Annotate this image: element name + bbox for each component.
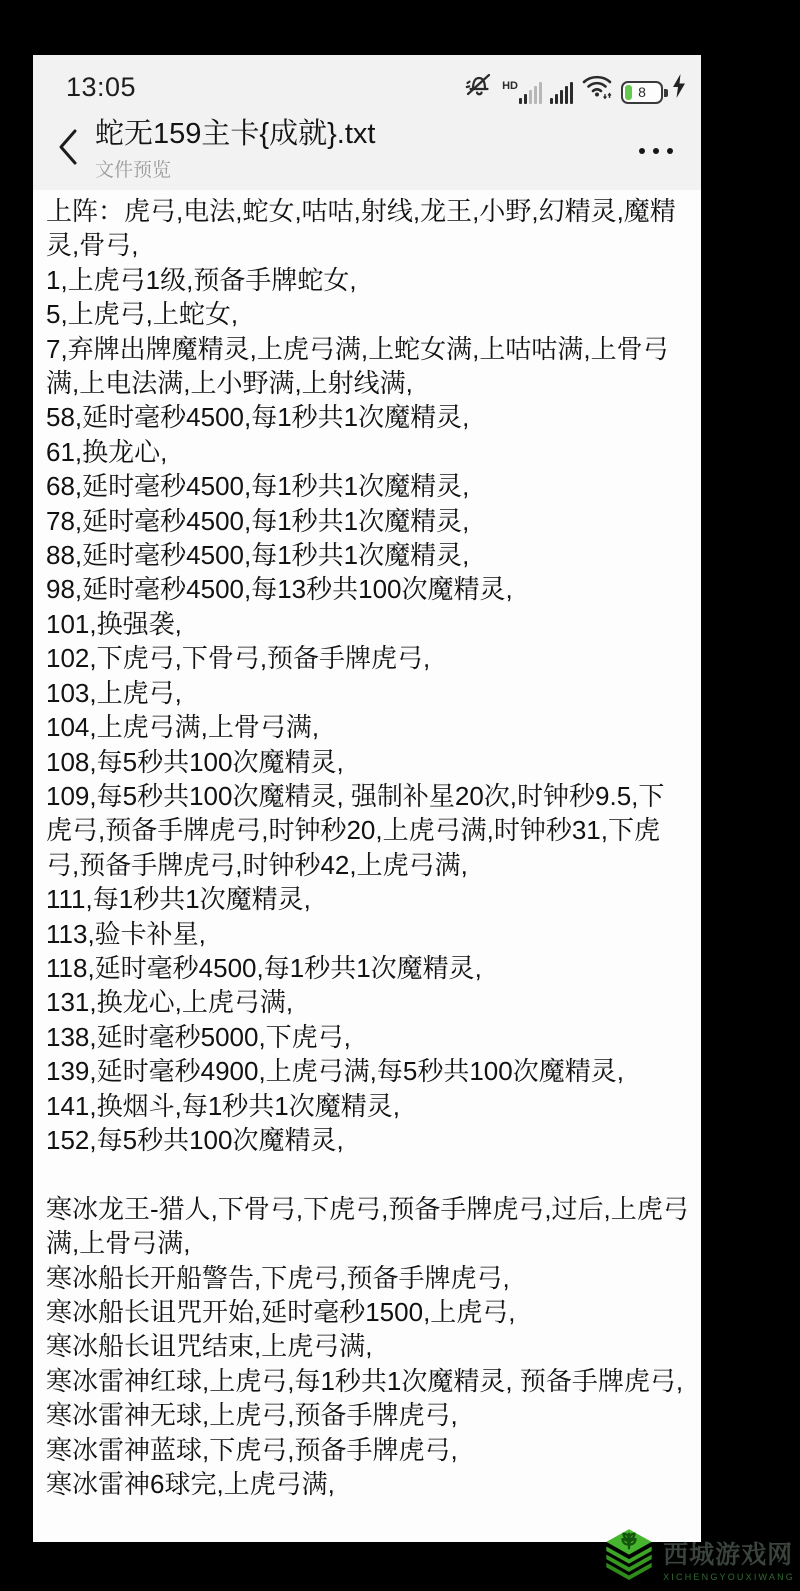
text-line: 寒冰雷神红球,上虎弓,每1秒共1次魔精灵, 预备手牌虎弓, <box>46 1365 684 1396</box>
more-menu-button[interactable] <box>639 140 673 154</box>
file-preview-label: 文件预览 <box>95 160 172 181</box>
signal-sim1-icon <box>502 79 542 104</box>
file-title: 蛇无159主卡{成就}.txt <box>95 118 376 150</box>
text-line: 61,换龙心, <box>46 436 168 467</box>
charging-bolt-icon <box>671 73 687 104</box>
text-line: 88,延时毫秒4500,每1秒共1次魔精灵, <box>46 540 470 571</box>
text-line: 138,延时毫秒5000,下虎弓, <box>46 1021 351 1052</box>
text-line: 101,换强袭, <box>46 608 182 639</box>
back-button[interactable] <box>51 125 85 169</box>
battery-icon <box>621 81 663 104</box>
text-line: 68,延时毫秒4500,每1秒共1次魔精灵, <box>46 471 470 502</box>
chevron-left-icon <box>57 128 79 166</box>
wifi-icon <box>581 73 613 104</box>
text-line: 108,每5秒共100次魔精灵, <box>46 746 344 777</box>
mute-icon <box>464 71 494 104</box>
title-block <box>95 111 639 182</box>
text-line: 5,上虎弓,上蛇女, <box>46 299 239 330</box>
clock-time: 13:05 <box>66 71 137 102</box>
text-line: 58,延时毫秒4500,每1秒共1次魔精灵, <box>46 402 470 433</box>
document-lines[interactable] <box>33 190 701 1542</box>
text-line: 1,上虎弓1级,预备手牌蛇女, <box>46 264 357 295</box>
text-line: 寒冰雷神蓝球,下虎弓,预备手牌虎弓, <box>46 1434 458 1465</box>
text-line: 78,延时毫秒4500,每1秒共1次魔精灵, <box>46 505 470 536</box>
text-line: 111,每1秒共1次魔精灵, <box>46 884 311 915</box>
hd-volte-label: HD <box>502 79 518 92</box>
status-icons <box>464 71 687 104</box>
text-line: 寒冰船长开船警告,下虎弓,预备手牌虎弓, <box>46 1262 510 1293</box>
text-line: 109,每5秒共100次魔精灵, 强制补星20次,时钟秒9.5,下虎弓,预备手牌虎弓,时钟秒20,上虎弓满,时钟秒31,下虎弓,预备手牌虎弓,时钟秒42,上虎弓满, <box>46 780 665 880</box>
text-line: 寒冰雷神6球完,上虎弓满, <box>46 1469 335 1500</box>
text-line: 寒冰龙王-猎人,下骨弓,下虎弓,预备手牌虎弓,过后,上虎弓满,上骨弓满, <box>46 1193 689 1259</box>
text-line: 113,验卡补星, <box>46 918 206 949</box>
nav-bar <box>33 113 701 190</box>
site-pinyin: XICHENGYOUXIWANG <box>663 1571 795 1582</box>
text-line: 141,换烟斗,每1秒共1次魔精灵, <box>46 1090 400 1121</box>
text-line: 139,延时毫秒4900,上虎弓满,每5秒共100次魔精灵, <box>46 1056 624 1087</box>
text-line: 103,上虎弓, <box>46 677 182 708</box>
site-watermark <box>600 1528 795 1588</box>
site-name: 西城游戏网 <box>663 1540 794 1569</box>
text-line: 7,弃牌出牌魔精灵,上虎弓满,上蛇女满,上咕咕满,上骨弓满,上电法满,上小野满,上射线满, <box>46 333 669 399</box>
text-line: 上阵：虎弓,电法,蛇女,咕咕,射线,龙王,小野,幻精灵,魔精灵,骨弓, <box>46 196 676 261</box>
text-line: 104,上虎弓满,上骨弓满, <box>46 712 320 743</box>
text-line: 102,下虎弓,下骨弓,预备手牌虎弓, <box>46 643 431 674</box>
layered-wheat-logo-icon <box>600 1528 658 1588</box>
status-bar <box>33 55 701 113</box>
watermark-text <box>663 1535 795 1582</box>
battery-fill <box>625 85 632 100</box>
text-line: 152,每5秒共100次魔精灵, <box>46 1124 344 1155</box>
text-line: 131,换龙心,上虎弓满, <box>46 987 294 1018</box>
signal-sim2-icon <box>550 82 573 104</box>
text-line: 寒冰船长诅咒开始,延时毫秒1500,上虎弓, <box>46 1296 516 1327</box>
phone-screenshot <box>33 55 701 1542</box>
battery-nub <box>664 89 668 97</box>
battery-percent: 8 <box>638 84 646 100</box>
text-line: 寒冰雷神无球,上虎弓,预备手牌虎弓, <box>46 1400 458 1431</box>
text-line: 118,延时毫秒4500,每1秒共1次魔精灵, <box>46 952 482 983</box>
text-line <box>46 1157 689 1191</box>
text-line: 98,延时毫秒4500,每13秒共100次魔精灵, <box>46 574 513 605</box>
text-line: 寒冰船长诅咒结束,上虎弓满, <box>46 1331 373 1362</box>
